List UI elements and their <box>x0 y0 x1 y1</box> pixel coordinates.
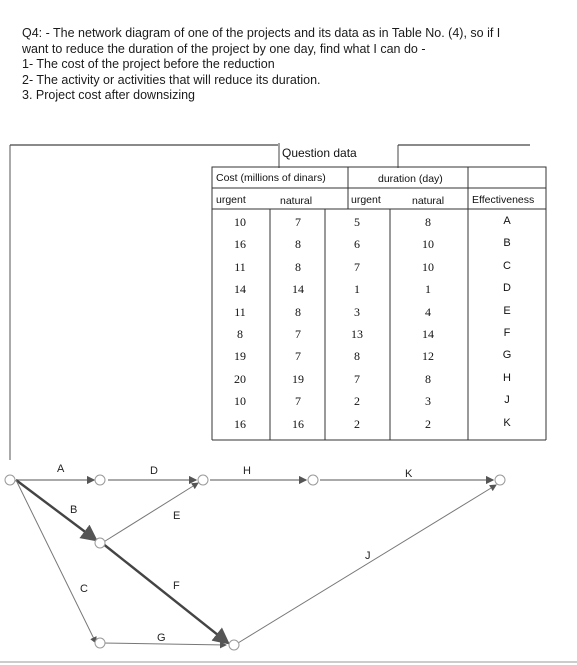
cell-cost-natural: 7 <box>295 394 301 409</box>
cell-duration-urgent: 7 <box>354 259 360 274</box>
cell-duration-natural: 1 <box>425 282 431 297</box>
cell-cost-natural: 14 <box>292 282 304 297</box>
cell-duration-natural: 10 <box>422 237 434 252</box>
cell-duration-urgent: 3 <box>354 304 360 319</box>
node-4 <box>308 475 318 485</box>
cell-duration-natural: 2 <box>425 416 431 431</box>
cell-activity: D <box>503 282 511 295</box>
cell-cost-urgent: 19 <box>234 349 246 364</box>
arrow-f <box>102 543 228 643</box>
cell-duration-natural: 10 <box>422 259 434 274</box>
arrow-e <box>102 483 198 543</box>
cell-cost-urgent: 20 <box>234 371 246 386</box>
header-cost-group: Cost (millions of dinars) <box>216 172 326 184</box>
network-diagram <box>0 455 577 665</box>
label-d: D <box>150 465 158 477</box>
question-line-1: Q4: - The network diagram of one of the projects and its data as in Table No. (4), so if I <box>22 26 501 40</box>
cell-cost-urgent: 10 <box>234 394 246 409</box>
node-5 <box>495 475 505 485</box>
cell-duration-urgent: 7 <box>354 371 360 386</box>
cell-cost-urgent: 11 <box>234 259 246 274</box>
cell-duration-urgent: 8 <box>354 349 360 364</box>
cell-duration-urgent: 2 <box>354 394 360 409</box>
node-8 <box>229 640 239 650</box>
header-cost-natural: natural <box>280 195 313 207</box>
arrow-j <box>238 485 496 643</box>
question-line-2: want to reduce the duration of the project by one day, find what I can do - <box>22 41 426 56</box>
table-title: Question data <box>282 146 357 160</box>
arrow-c <box>16 480 96 643</box>
cell-cost-natural: 8 <box>295 304 301 319</box>
arrow-b <box>16 480 96 540</box>
label-k: K <box>405 468 413 480</box>
cell-duration-urgent: 1 <box>354 282 360 297</box>
cell-duration-natural: 8 <box>425 215 431 229</box>
header-duration-urgent: urgent <box>351 194 381 206</box>
label-f: F <box>173 580 180 592</box>
question-line-3: 1- The cost of the project before the reduction <box>22 57 275 71</box>
cell-cost-urgent: 8 <box>237 327 243 341</box>
cell-cost-urgent: 14 <box>234 282 246 297</box>
header-cost-urgent: urgent <box>216 194 246 206</box>
cell-activity: J <box>504 394 510 407</box>
label-g: G <box>157 632 166 644</box>
header-duration-natural: natural <box>412 195 445 207</box>
cell-cost-natural: 7 <box>295 215 301 229</box>
header-effectiveness: Effectiveness <box>472 194 535 206</box>
node-3 <box>198 475 208 485</box>
label-j: J <box>365 550 371 562</box>
cell-cost-urgent: 11 <box>234 304 246 319</box>
cell-activity: E <box>503 304 511 317</box>
header-duration-group: duration (day) <box>378 173 443 185</box>
cell-activity: A <box>503 215 511 227</box>
cell-cost-natural: 16 <box>292 416 304 431</box>
cell-activity: F <box>503 327 511 339</box>
label-e: E <box>173 510 181 522</box>
cell-duration-natural: 12 <box>422 349 434 364</box>
cell-cost-urgent: 10 <box>234 215 246 229</box>
cell-duration-natural: 14 <box>422 327 434 341</box>
cell-cost-natural: 7 <box>295 327 301 341</box>
node-7 <box>95 638 105 648</box>
node-1 <box>5 475 15 485</box>
node-2 <box>95 475 105 485</box>
node-6 <box>95 538 105 548</box>
cell-cost-natural: 19 <box>292 371 304 386</box>
label-h: H <box>243 465 251 477</box>
cell-activity: K <box>503 416 511 429</box>
cell-duration-urgent: 5 <box>354 215 360 229</box>
cell-duration-urgent: 13 <box>351 327 363 341</box>
label-c: C <box>80 583 88 595</box>
cell-duration-natural: 8 <box>425 371 431 386</box>
cell-cost-natural: 8 <box>295 259 301 274</box>
label-b: B <box>70 504 78 516</box>
cell-duration-urgent: 2 <box>354 416 360 431</box>
cell-cost-natural: 8 <box>295 237 301 252</box>
label-a: A <box>57 463 65 475</box>
question-line-5: 3. Project cost after downsizing <box>22 88 195 102</box>
cell-activity: G <box>502 349 512 362</box>
cell-cost-urgent: 16 <box>234 237 246 252</box>
cell-activity: C <box>503 259 511 272</box>
cell-duration-urgent: 6 <box>354 237 360 252</box>
cell-activity: H <box>503 371 511 384</box>
cell-cost-urgent: 16 <box>234 416 246 431</box>
cell-cost-natural: 7 <box>295 349 301 364</box>
cell-activity: B <box>503 237 511 250</box>
question-line-4: 2- The activity or activities that will reduce its duration. <box>22 72 321 87</box>
cell-duration-natural: 3 <box>425 394 431 409</box>
cell-duration-natural: 4 <box>425 304 431 319</box>
